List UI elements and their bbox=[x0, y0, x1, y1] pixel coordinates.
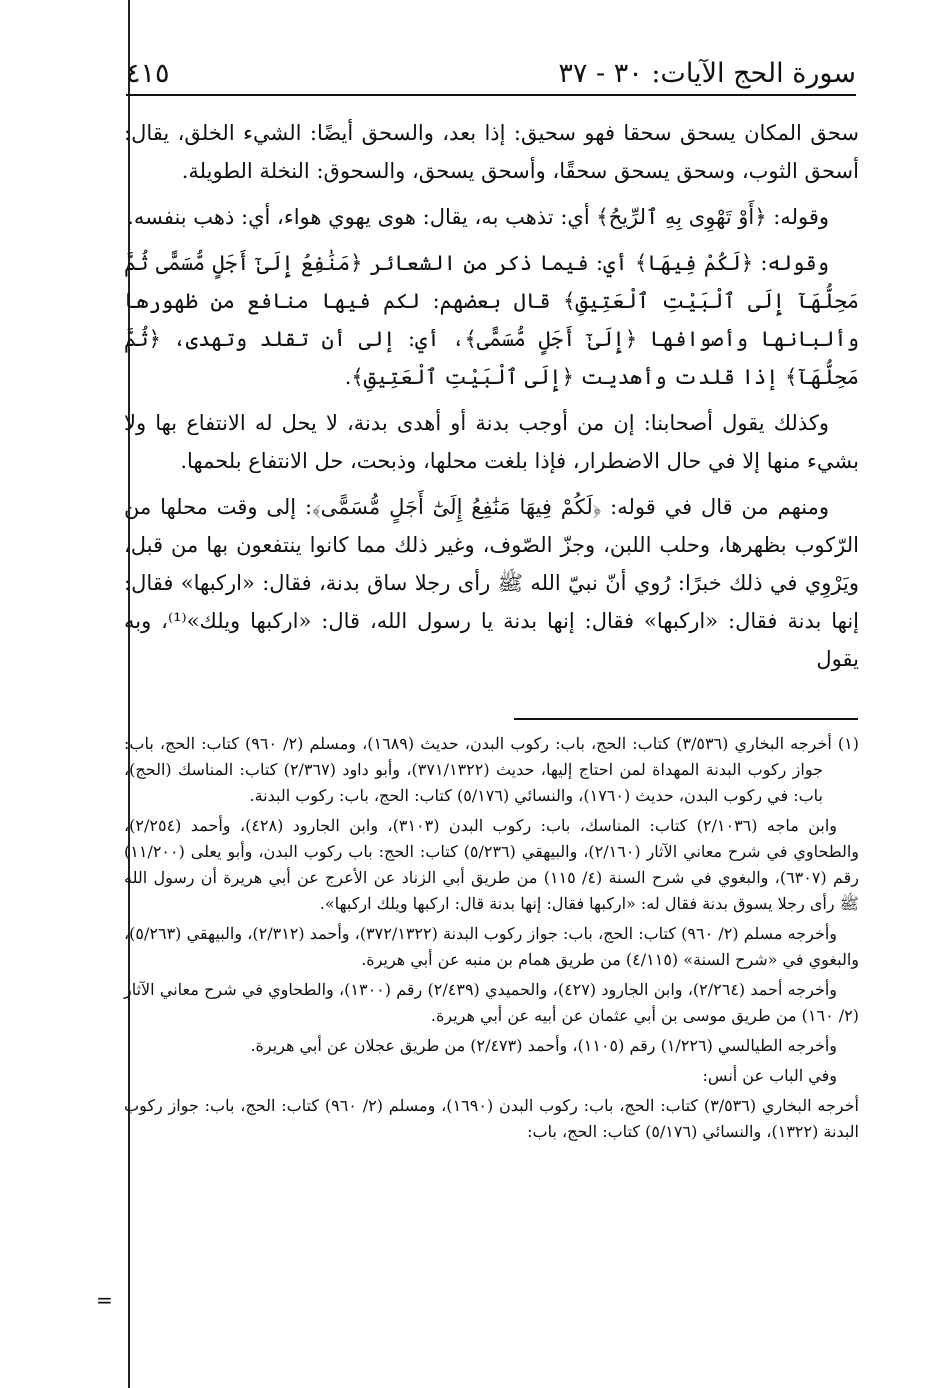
page-marker: = bbox=[96, 1288, 113, 1312]
page-title: سورة الحج الآيات: ٣٠ - ٣٧ bbox=[558, 58, 856, 89]
page-number: ٤١٥ bbox=[126, 58, 170, 89]
paragraph: وقوله: ﴿لَكُمْ فِيهَا﴾ أي: فيما ذكر من الشعائر ﴿مَنَٰفِعُ إِلَىٰٓ أَجَلٍ مُّسَمًّى ثُمَّ مَحِلُّهَآ إِلَى ٱلْبَيْتِ ٱلْعَتِيقِ﴾ قال بعضهم: لكم فيها منافع من ظهورها وألبانها وأصوافها ﴿إِلَىٰٓ أَجَلٍ مُّسَمًّى﴾، أي: إلى أن تقلد وتهدى، ﴿ثُمَّ مَحِلُّهَآ﴾ إذا قلدت وأهديت ﴿إِلَى ٱلْبَيْتِ ٱلْعَتِيقِ﴾. bbox=[124, 251, 859, 389]
footnotes bbox=[124, 731, 859, 1149]
footnote-continuation: وأخرجه مسلم (٢/ ٩٦٠) كتاب: الحج، باب: جواز ركوب البدنة (٣٧٢/١٣٢٢)، وأحمد (٢/٣١٢)، والبيهقي (٥/٢٦٣)، والبغوي في «شرح السنة» (٤/١١٥) من طريق همام بن منبه عن أبي هريرة. bbox=[124, 924, 859, 969]
paragraph: وكذلك يقول أصحابنا: إن من أوجب بدنة أو أهدى بدنة، لا يحل له الانتفاع بها ولا بشيء منها إلا في حال الاضطرار، فإذا بلغت محلها، وذبحت، حل الانتفاع بلحمها. bbox=[124, 411, 859, 473]
footnote-continuation: وأخرجه أحمد (٢/٢٦٤)، وابن الجارود (٤٢٧)، والحميدي (٢/٤٣٩) رقم (١٣٠٠)، والطحاوي في شرح معاني الآثار (٢/ ١٦٠) من طريق موسى بن أبي عثمان عن أبيه عن أبي هريرة. bbox=[124, 980, 859, 1025]
footnote: (١) أخرجه البخاري (٣/٥٣٦) كتاب: الحج، باب: ركوب البدن، حديث (١٦٨٩)، ومسلم (٢/ ٩٦٠) كتاب: الحج، باب: جواز ركوب البدنة المهداة لمن احتاج إليها، حديث (٣٧١/١٣٢٢)، وأبو داود (٢/٣٦٧) كتاب: المناسك (الحج)، باب: في ركوب البدن، حديث (١٧٦٠)، والنسائي (٥/١٧٦) كتاب: الحج، باب: ركوب البدنة. bbox=[124, 734, 859, 805]
footnote-separator bbox=[514, 718, 858, 720]
footnote-continuation: أخرجه البخاري (٣/٥٣٦) كتاب: الحج، باب: ركوب البدن (١٦٩٠)، ومسلم (٢/ ٩٦٠) كتاب: الحج، باب: جواز ركوب البدنة (١٣٢٢)، والنسائي (٥/١٧٦) كتاب: الحج، باب: bbox=[124, 1096, 860, 1141]
footnote-continuation: وأخرجه الطيالسي (١/٢٢٦) رقم (١١٠٥)، وأحمد (٢/٤٧٣) من طريق عجلان عن أبي هريرة. bbox=[250, 1036, 837, 1055]
footnote-continuation: وفي الباب عن أنس: bbox=[702, 1066, 837, 1085]
footnote-continuation: وابن ماجه (٢/١٠٣٦) كتاب: المناسك، باب: ركوب البدن (٣١٠٣)، وابن الجارود (٤٢٨)، وأحمد (٢/٢٥٤)، والطحاوي في شرح معاني الآثار (٢/١٦٠)، والبيهقي (٥/٢٣٦) كتاب: الحج: باب ركوب البدن، وأبو يعلى (١١/٢٠٠) رقم (٦٣٠٧)، والبغوي في شرح السنة (٤/ ١١٥) من طريق أبي الزناد عن الأعرج عن أبي هريرة أن رسول الله ﷺ رأى رجلا يسوق بدنة فقال له: «اركبها فقال: إنها بدنة قال: اركبها ويلك اركبها». bbox=[124, 816, 860, 913]
paragraph: سحق المكان يسحق سحقا فهو سحيق: إذا بعد، والسحق أيضًا: الشيء الخلق، يقال: أسحق الثوب، وسحق يسحق سحقًا، وأسحق يسحق، والسحوق: النخلة الطويلة. bbox=[124, 121, 859, 183]
page-header bbox=[126, 50, 856, 96]
paragraph: وقوله: ﴿أَوْ تَهْوِى بِهِ ٱلرِّيحُ﴾ أي: تذهب به، يقال: هوى يهوي هواء، أي: ذهب بنفسه. bbox=[127, 205, 829, 229]
main-text bbox=[124, 114, 859, 686]
paragraph: ومنهم من قال في قوله: ﴿لَكُمْ فِيهَا مَنَٰفِعُ إِلَىٰٓ أَجَلٍ مُّسَمًّى﴾: إلى وقت محلها من الرّكوب بظهرها، وحلب اللبن، وجزّ الصّوف، وغير ذلك مما كانوا ينتفعون بها من قبل، ويَرْوِي في ذلك خبرًا: رُوي أنّ نبيّ الله ﷺ رأى رجلا ساق بدنة، فقال: «اركبها» فقال: إنها بدنة فقال: «اركبها» فقال: إنها بدنة يا رسول الله، قال: «اركبها ويلك»⁽¹⁾، وبه يقول bbox=[124, 495, 860, 671]
